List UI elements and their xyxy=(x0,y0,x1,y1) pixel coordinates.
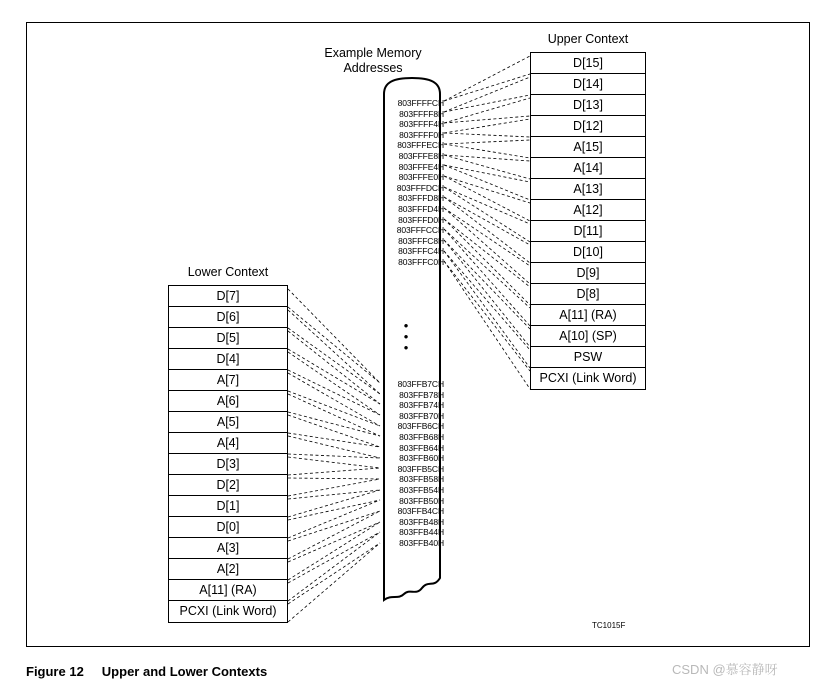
memory-address: 803FFFD0H xyxy=(398,214,444,225)
lower-context-cell: D[3] xyxy=(169,454,287,475)
memory-address: 803FFFE0H xyxy=(398,172,444,183)
upper-context-cell: A[15] xyxy=(531,137,645,158)
upper-context-cell: A[10] (SP) xyxy=(531,326,645,347)
memory-address: 803FFFFCH xyxy=(397,98,444,108)
memory-address: 803FFB44H xyxy=(399,527,444,538)
memory-address: 803FFB4CH xyxy=(397,506,444,517)
upper-context-cell: A[11] (RA) xyxy=(531,305,645,326)
lower-context-cell: D[4] xyxy=(169,349,287,370)
memory-address: 803FFB40H xyxy=(399,537,444,548)
lower-context-cell: A[5] xyxy=(169,412,287,433)
diagram-id-label: TC1015F xyxy=(592,621,626,630)
memory-address: 803FFB54H xyxy=(399,484,444,495)
upper-context-cell: D[12] xyxy=(531,116,645,137)
memory-title-line1: Example Memory xyxy=(324,46,422,60)
memory-address: 803FFFE4H xyxy=(398,161,444,172)
memory-ellipsis-dot: • xyxy=(403,329,409,344)
memory-address: 803FFFF0H xyxy=(399,129,444,140)
memory-address: 803FFB58H xyxy=(399,474,444,485)
figure-number: Figure 12 xyxy=(26,664,84,679)
memory-address: 803FFFC0H xyxy=(398,256,444,267)
lower-context-cell: A[4] xyxy=(169,433,287,454)
lower-context-cell: A[6] xyxy=(169,391,287,412)
lower-context-cell: A[11] (RA) xyxy=(169,580,287,601)
memory-address: 803FFFF8H xyxy=(399,108,444,119)
lower-context-cell: PCXI (Link Word) xyxy=(169,601,287,622)
upper-context-cell: A[13] xyxy=(531,179,645,200)
memory-address: 803FFB50H xyxy=(399,495,444,506)
memory-address: 803FFB7CH xyxy=(397,379,444,389)
watermark: CSDN @慕容静呀 xyxy=(672,662,778,677)
upper-context-table xyxy=(530,52,646,390)
memory-address: 803FFB64H xyxy=(399,442,444,453)
upper-context-cell: D[11] xyxy=(531,221,645,242)
memory-address: 803FFB78H xyxy=(399,389,444,400)
figure-caption xyxy=(26,664,267,679)
upper-context-cell: D[10] xyxy=(531,242,645,263)
memory-address: 803FFFD4H xyxy=(398,203,444,214)
upper-context-cell: A[14] xyxy=(531,158,645,179)
upper-context-cell: D[13] xyxy=(531,95,645,116)
upper-context-cell: D[14] xyxy=(531,74,645,95)
memory-address-list-bottom xyxy=(378,379,444,549)
upper-context-cell: A[12] xyxy=(531,200,645,221)
memory-address: 803FFB60H xyxy=(399,453,444,464)
upper-context-cell: D[8] xyxy=(531,284,645,305)
memory-address: 803FFB48H xyxy=(399,516,444,527)
memory-address: 803FFB5CH xyxy=(397,463,444,474)
upper-context-cell: PCXI (Link Word) xyxy=(531,368,645,389)
lower-context-cell: A[7] xyxy=(169,370,287,391)
lower-context-cell: D[5] xyxy=(169,328,287,349)
memory-address: 803FFFDCH xyxy=(396,182,444,193)
memory-addresses-title xyxy=(303,46,443,76)
memory-ellipsis xyxy=(396,320,416,353)
lower-context-cell: D[1] xyxy=(169,496,287,517)
memory-address: 803FFFC8H xyxy=(398,235,444,246)
lower-context-cell: D[0] xyxy=(169,517,287,538)
memory-address: 803FFFE8H xyxy=(398,150,444,161)
memory-ellipsis-dot: • xyxy=(403,318,409,333)
memory-address: 803FFFF4H xyxy=(399,119,444,130)
upper-context-cell: PSW xyxy=(531,347,645,368)
memory-address: 803FFFD8H xyxy=(398,193,444,204)
memory-ellipsis-dot: • xyxy=(403,340,409,355)
memory-address: 803FFB70H xyxy=(399,410,444,421)
lower-context-cell: A[2] xyxy=(169,559,287,580)
memory-address: 803FFB74H xyxy=(399,400,444,411)
memory-address: 803FFFCCH xyxy=(396,225,444,236)
lower-context-cell: D[7] xyxy=(169,286,287,307)
upper-context-cell: D[9] xyxy=(531,263,645,284)
lower-context-cell: A[3] xyxy=(169,538,287,559)
upper-context-title: Upper Context xyxy=(547,32,629,46)
figure-title: Upper and Lower Contexts xyxy=(101,664,268,679)
memory-address: 803FFB68H xyxy=(399,431,444,442)
memory-address: 803FFB6CH xyxy=(397,421,444,432)
lower-context-title: Lower Context xyxy=(187,265,269,279)
memory-address: 803FFFC4H xyxy=(398,246,444,257)
upper-context-cell: D[15] xyxy=(531,53,645,74)
lower-context-table xyxy=(168,285,288,623)
lower-context-cell: D[2] xyxy=(169,475,287,496)
lower-context-cell: D[6] xyxy=(169,307,287,328)
memory-address-list-top xyxy=(378,98,444,268)
memory-address: 803FFFECH xyxy=(397,140,444,151)
memory-title-line2: Addresses xyxy=(343,61,403,75)
